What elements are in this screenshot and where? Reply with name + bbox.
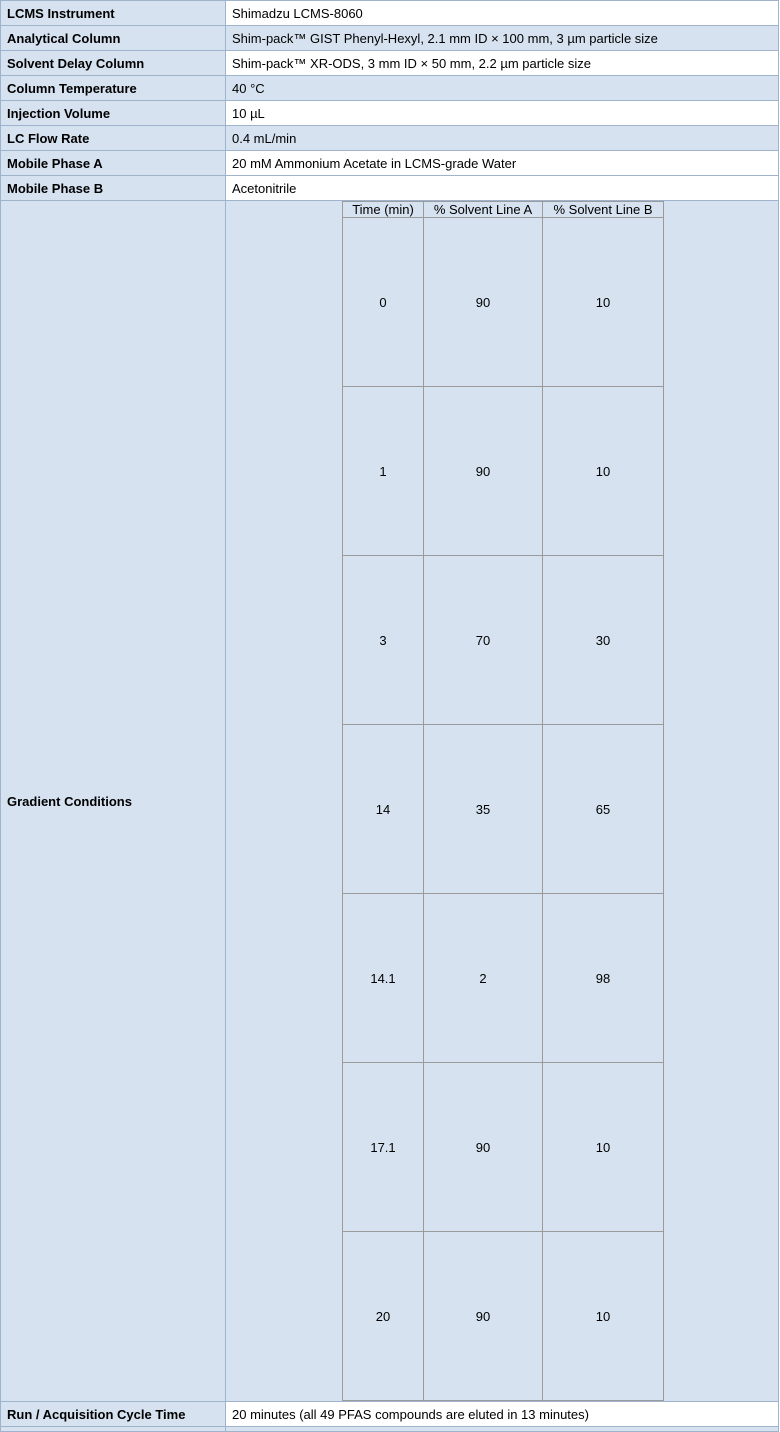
row-value: Shim-pack™ GIST Phenyl-Hexyl, 2.1 mm ID × 100 mm, 3 µm particle size [226, 26, 779, 51]
gradient-cell-b: 98 [543, 894, 664, 1063]
row-value: 40 °C [226, 76, 779, 101]
gradient-header-row [343, 202, 664, 218]
gradient-cell-a: 90 [424, 1063, 543, 1232]
gradient-cell-a: 90 [424, 218, 543, 387]
row-label: LCMS Instrument [1, 1, 226, 26]
gradient-cell-time: 3 [343, 556, 424, 725]
gradient-header: Time (min) [343, 202, 424, 218]
table-row [1, 51, 779, 76]
gradient-cell-time: 1 [343, 387, 424, 556]
gradient-cell-b: 10 [543, 218, 664, 387]
gradient-data-row [343, 1232, 664, 1401]
table-row [1, 26, 779, 51]
table-row [1, 1, 779, 26]
gradient-cell [226, 201, 779, 1402]
gradient-cell-b: 10 [543, 1232, 664, 1401]
gradient-data-row [343, 725, 664, 894]
gradient-cell-time: 0 [343, 218, 424, 387]
row-label: Gradient Conditions [1, 201, 226, 1402]
gradient-data-row [343, 1063, 664, 1232]
row-label-partial [1, 1427, 226, 1432]
gradient-cell-b: 30 [543, 556, 664, 725]
table-row [1, 176, 779, 201]
table-row [1, 126, 779, 151]
row-value: 20 mM Ammonium Acetate in LCMS-grade Water [226, 151, 779, 176]
row-value-partial [226, 1427, 779, 1432]
row-value: Shim-pack™ XR-ODS, 3 mm ID × 50 mm, 2.2 µm particle size [226, 51, 779, 76]
gradient-cell-b: 65 [543, 725, 664, 894]
gradient-cell-a: 70 [424, 556, 543, 725]
gradient-cell-time: 20 [343, 1232, 424, 1401]
row-label: Column Temperature [1, 76, 226, 101]
row-value: 20 minutes (all 49 PFAS compounds are eluted in 13 minutes) [226, 1402, 779, 1427]
row-value: Acetonitrile [226, 176, 779, 201]
row-label: Mobile Phase A [1, 151, 226, 176]
table-row-partial [1, 1427, 779, 1432]
table-row [1, 76, 779, 101]
gradient-cell-a: 35 [424, 725, 543, 894]
gradient-cell-a: 90 [424, 387, 543, 556]
gradient-cell-time: 17.1 [343, 1063, 424, 1232]
table-row [1, 101, 779, 126]
row-label: Run / Acquisition Cycle Time [1, 1402, 226, 1427]
row-value: 10 µL [226, 101, 779, 126]
table-row [1, 151, 779, 176]
row-label: Mobile Phase B [1, 176, 226, 201]
gradient-cell-a: 2 [424, 894, 543, 1063]
gradient-cell-a: 90 [424, 1232, 543, 1401]
table-row [1, 1402, 779, 1427]
row-label: Analytical Column [1, 26, 226, 51]
row-label: LC Flow Rate [1, 126, 226, 151]
gradient-data-row [343, 556, 664, 725]
gradient-header: % Solvent Line B [543, 202, 664, 218]
row-label: Solvent Delay Column [1, 51, 226, 76]
gradient-data-row [343, 387, 664, 556]
gradient-data-row [343, 894, 664, 1063]
row-label: Injection Volume [1, 101, 226, 126]
gradient-header: % Solvent Line A [424, 202, 543, 218]
gradient-cell-time: 14.1 [343, 894, 424, 1063]
gradient-table [342, 201, 664, 1401]
gradient-data-row [343, 218, 664, 387]
row-value: Shimadzu LCMS-8060 [226, 1, 779, 26]
gradient-cell-b: 10 [543, 1063, 664, 1232]
gradient-row [1, 201, 779, 1402]
gradient-cell-b: 10 [543, 387, 664, 556]
row-value: 0.4 mL/min [226, 126, 779, 151]
gradient-cell-time: 14 [343, 725, 424, 894]
